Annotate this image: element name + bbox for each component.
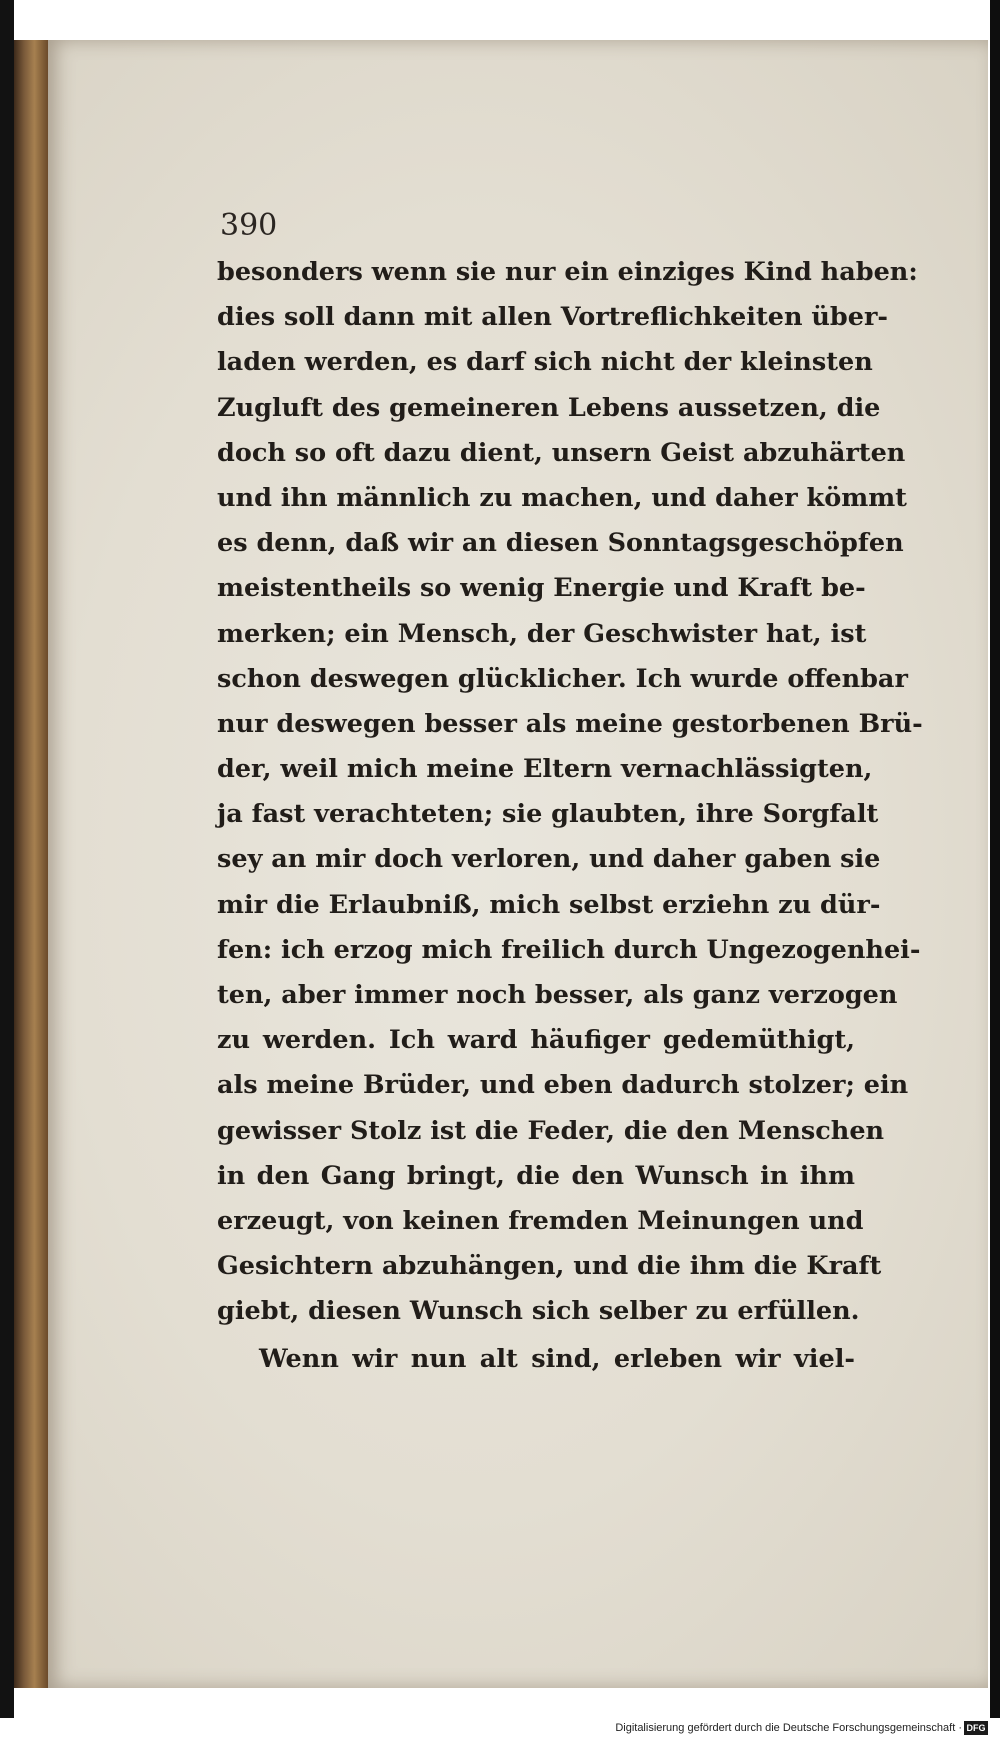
text-line: ten, aber immer noch besser, als ganz verzogen [217, 980, 898, 1010]
text-line: Gesichtern abzuhängen, und die ihm die Kraft [217, 1251, 882, 1282]
text-line: sey an mir doch verloren, und daher gaben sie [217, 844, 881, 875]
text-line: giebt, diesen Wunsch sich selber zu erfüllen. [217, 1296, 860, 1327]
text-line: besonders wenn sie nur ein einziges Kind haben: [217, 257, 918, 287]
book-spine-edge [14, 40, 48, 1688]
page-number: 390 [220, 208, 278, 243]
text-line: gewisser Stolz ist die Feder, die den Menschen [217, 1115, 885, 1146]
text-line: mir die Erlaubniß, mich selbst erziehn zu dür- [217, 889, 881, 920]
text-line: laden werden, es darf sich nicht der kleinsten [217, 347, 873, 378]
text-line: fen: ich erzog mich freilich durch Ungezogenhei- [217, 934, 921, 965]
text-line: erzeugt, von keinen fremden Meinungen und [217, 1205, 864, 1236]
text-line: schon deswegen glücklicher. Ich wurde offenbar [217, 663, 908, 694]
text-line: als meine Brüder, und eben dadurch stolzer; ein [217, 1070, 909, 1101]
text-line: in den Gang bringt, die den Wunsch in ihm [217, 1160, 855, 1191]
page-text [217, 250, 923, 1382]
dfg-logo-icon: DFG [964, 1721, 988, 1735]
text-line: doch so oft dazu dient, unsern Geist abzuhärten [217, 437, 906, 468]
footer-credit: Digitalisierung gefördert durch die Deutsche Forschungsgemeinschaft · [615, 1722, 962, 1734]
text-line: es denn, daß wir an diesen Sonntagsgeschöpfen [217, 528, 904, 559]
scan-border-right [990, 0, 1000, 1742]
text-line: dies soll dann mit allen Vortreflichkeiten über- [217, 302, 888, 333]
text-line: Zugluft des gemeineren Lebens aussetzen, die [217, 392, 881, 423]
text-line: der, weil mich meine Eltern vernachlässigten, [217, 754, 873, 785]
text-line: merken; ein Mensch, der Geschwister hat, ist [217, 618, 867, 649]
text-line: zu werden. Ich ward häufiger gedemüthigt, [217, 1025, 855, 1056]
text-line: nur deswegen besser als meine gestorbenen Brü- [217, 708, 923, 739]
text-line: und ihn männlich zu machen, und daher kömmt [217, 482, 907, 513]
text-line: ja fast verachteten; sie glaubten, ihre Sorgfalt [217, 799, 879, 830]
text-line-paragraph-start: Wenn wir nun alt sind, erleben wir viel- [259, 1343, 855, 1374]
digitization-footer [0, 1718, 1000, 1742]
text-line: meistentheils so wenig Energie und Kraft be- [217, 573, 866, 604]
scan-border-left [0, 0, 14, 1742]
